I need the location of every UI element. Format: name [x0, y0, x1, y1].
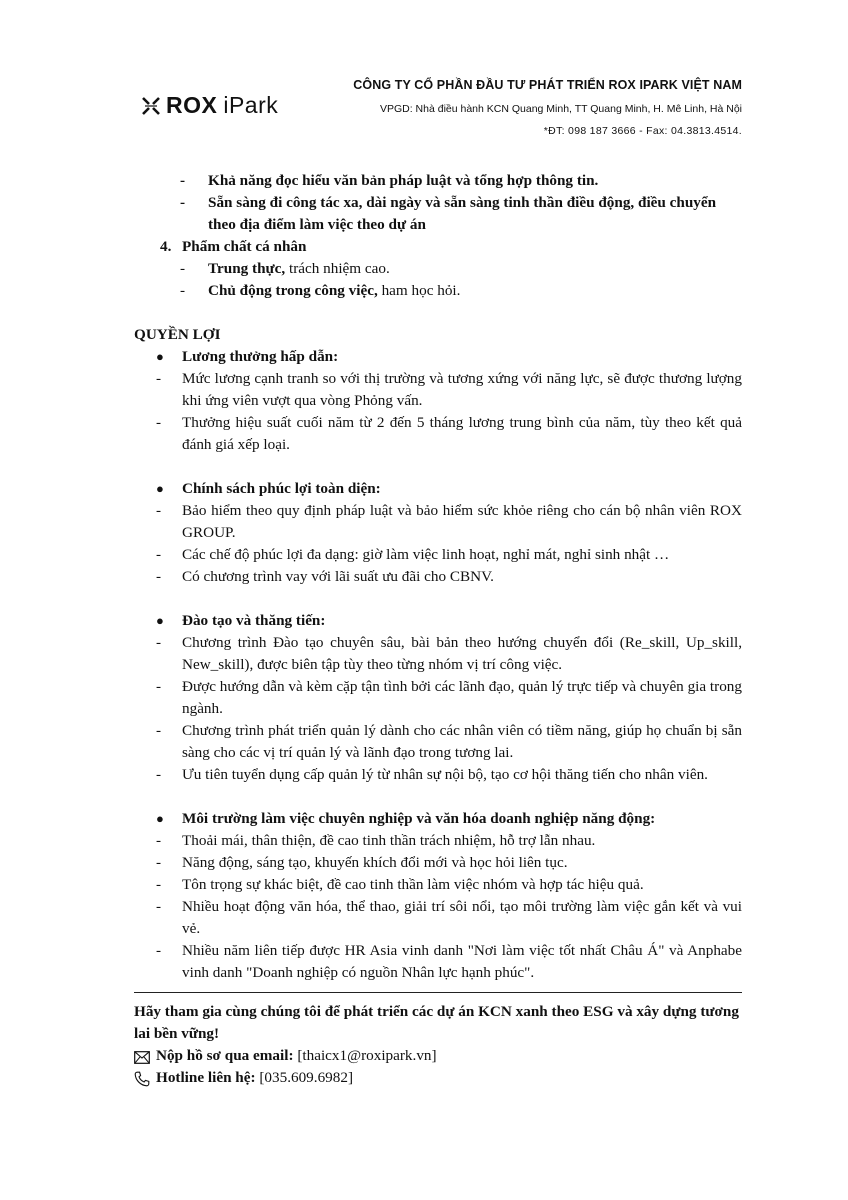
document-body	[134, 170, 742, 1089]
call-to-action: Hãy tham gia cùng chúng tôi để phát triển các dự án KCN xanh theo ESG và xây dựng tương lai bền vững!	[134, 1003, 739, 1042]
benefits-title: QUYỀN LỢI	[134, 326, 221, 343]
benefit-group-heading: ● Lương thưởng hấp dẫn:	[156, 348, 339, 365]
benefit-item: - Mức lương cạnh tranh so với thị trường và tương xứng với năng lực, sẽ được thương lượng khi ứng viên vượt qua vòng Phỏng vấn.	[156, 370, 742, 409]
hotline-value[interactable]: [035.609.6982]	[255, 1069, 354, 1086]
email-label: Nộp hồ sơ qua email:	[156, 1047, 294, 1064]
section-heading-personal-qualities: 4. Phẩm chất cá nhân	[160, 238, 307, 255]
benefit-item: - Thưởng hiệu suất cuối năm từ 2 đến 5 tháng lương trung bình của năm, tùy theo kết quả đánh giá xếp loại.	[156, 414, 742, 453]
logo-product: iPark	[223, 92, 279, 118]
hotline-contact	[134, 1067, 742, 1089]
company-logo	[140, 92, 278, 119]
benefit-group-heading: ● Đào tạo và thăng tiến:	[156, 612, 326, 629]
rox-mark-icon	[140, 95, 162, 117]
benefit-item: - Được hướng dẫn và kèm cặp tận tình bởi các lãnh đạo, quản lý trực tiếp và chuyên gia trong ngành.	[156, 678, 742, 717]
logo-brand: ROX	[166, 92, 218, 118]
benefit-item: - Nhiều hoạt động văn hóa, thể thao, giải trí sôi nổi, tạo môi trường làm việc gắn kết và vui vẻ.	[156, 898, 742, 937]
requirement-item: - Khả năng đọc hiểu văn bản pháp luật và tổng hợp thông tin.	[180, 172, 599, 189]
quality-item: - Trung thực, trách nhiệm cao.	[180, 260, 390, 277]
company-name: CÔNG TY CỔ PHẦN ĐẦU TƯ PHÁT TRIỂN ROX IPARK VIỆT NAM	[353, 78, 742, 92]
benefit-item: - Nhiều năm liên tiếp được HR Asia vinh danh "Nơi làm việc tốt nhất Châu Á" và Anphabe vinh danh "Doanh nghiệp có nguồn Nhân lực hạnh phúc".	[156, 942, 742, 981]
benefit-item: - Tôn trọng sự khác biệt, đề cao tinh thần làm việc nhóm và hợp tác hiệu quả.	[156, 876, 644, 893]
benefit-item: - Ưu tiên tuyển dụng cấp quản lý từ nhân sự nội bộ, tạo cơ hội thăng tiến cho nhân viên.	[156, 766, 708, 783]
benefit-item: - Thoải mái, thân thiện, đề cao tinh thần trách nhiệm, hỗ trợ lẫn nhau.	[156, 832, 596, 849]
email-value[interactable]: [thaicx1@roxipark.vn]	[293, 1047, 437, 1064]
benefit-item: - Chương trình phát triển quản lý dành cho các nhân viên có tiềm năng, giúp họ chuẩn bị sẵn sàng cho các vị trí quản lý và lãnh đạo trong tương lai.	[156, 722, 742, 761]
benefit-group-heading: ● Chính sách phúc lợi toàn diện:	[156, 480, 381, 497]
company-info	[353, 78, 742, 137]
company-address: VPGD: Nhà điều hành KCN Quang Minh, TT Quang Minh, H. Mê Linh, Hà Nội	[379, 103, 742, 115]
benefit-item: - Năng động, sáng tạo, khuyến khích đổi mới và học hỏi liên tục.	[156, 854, 568, 871]
benefit-item: - Bảo hiểm theo quy định pháp luật và bảo hiểm sức khỏe riêng cho cán bộ nhân viên ROX GROUP.	[156, 502, 742, 541]
benefit-group-heading: ● Môi trường làm việc chuyên nghiệp và văn hóa doanh nghiệp năng động:	[156, 810, 656, 827]
phone-icon	[134, 1071, 150, 1094]
divider	[134, 992, 742, 993]
quality-item: - Chủ động trong công việc, ham học hỏi.	[180, 282, 461, 299]
requirement-item: - Sẵn sàng đi công tác xa, dài ngày và sẵn sàng tinh thần điều động, điều chuyển theo địa điểm làm việc theo dự án	[180, 194, 717, 233]
benefit-item: - Chương trình Đào tạo chuyên sâu, bài bản theo hướng chuyển đổi (Re_skill, Up_skill, New_skill), được biên tập tùy theo từng nhóm vị trí công việc.	[156, 634, 742, 673]
benefit-item: - Các chế độ phúc lợi đa dạng: giờ làm việc linh hoạt, nghỉ mát, nghỉ sinh nhật …	[156, 546, 670, 563]
benefit-item: - Có chương trình vay với lãi suất ưu đãi cho CBNV.	[156, 568, 494, 585]
company-phone: *ĐT: 098 187 3666 - Fax: 04.3813.4514.	[543, 125, 742, 137]
email-contact	[134, 1045, 742, 1067]
hotline-label: Hotline liên hệ:	[156, 1069, 256, 1086]
